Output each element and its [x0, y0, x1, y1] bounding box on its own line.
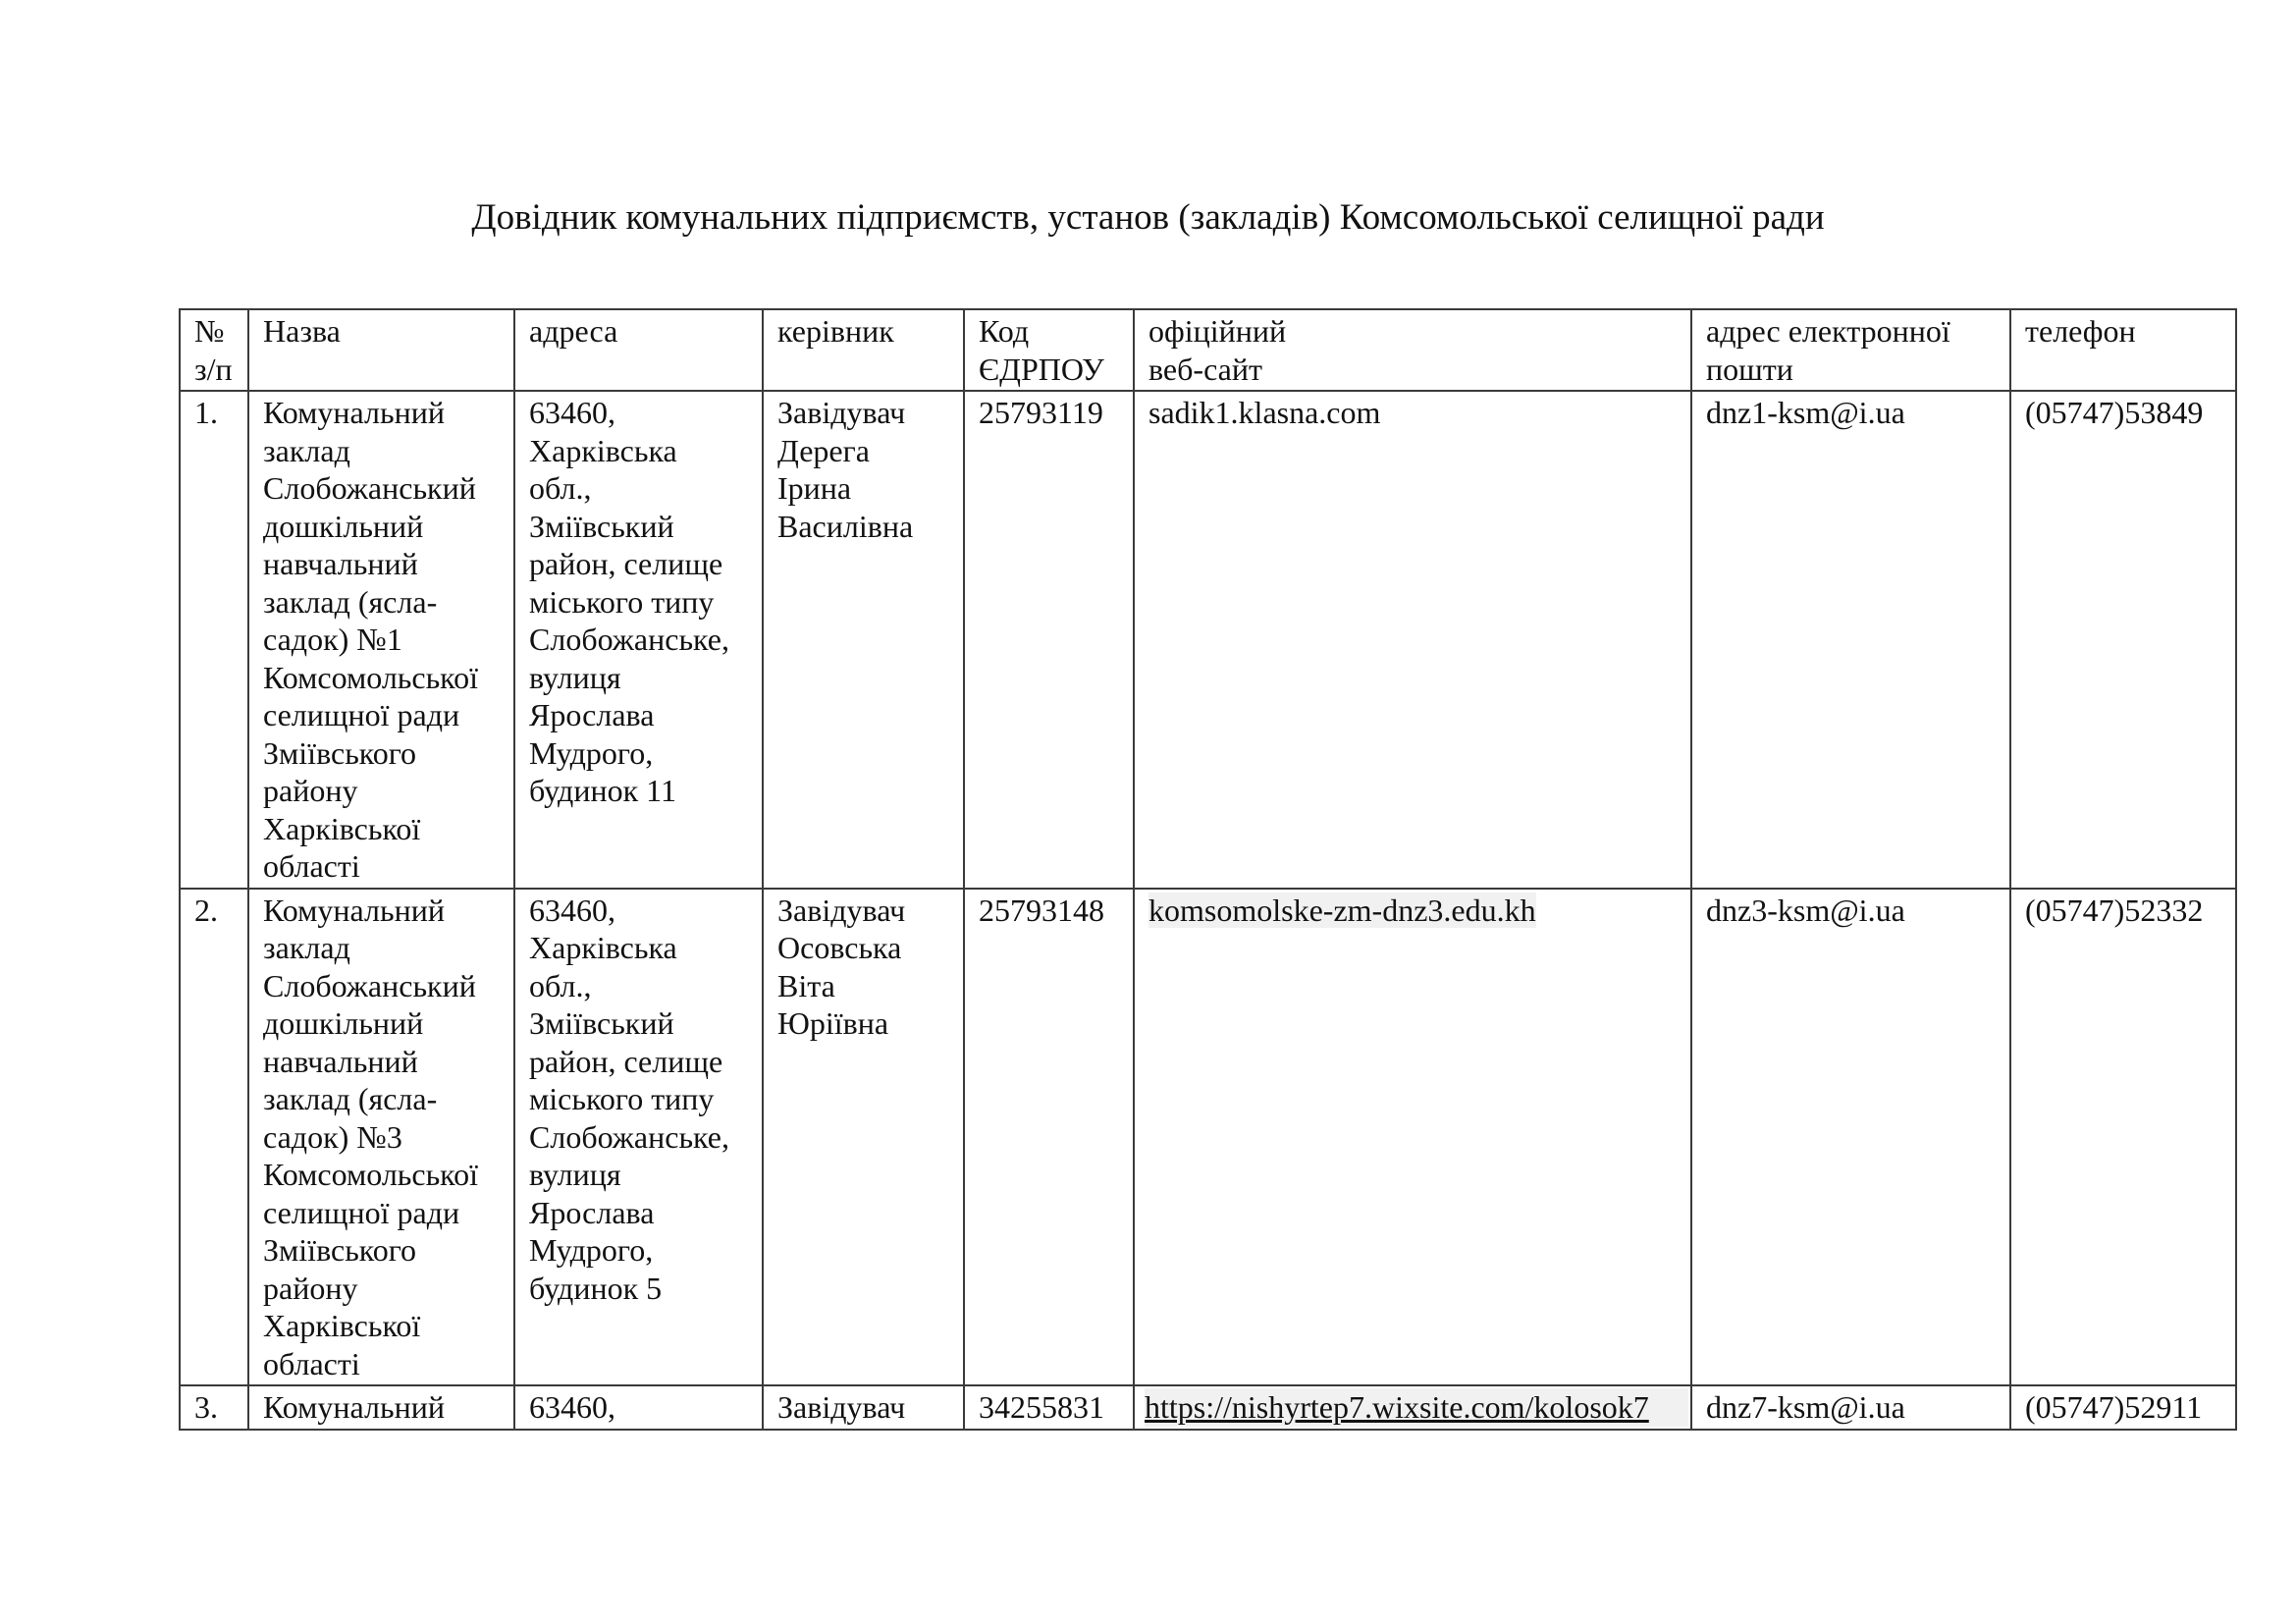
cell-name: Комунальний — [248, 1385, 514, 1430]
cell-email — [1691, 391, 2010, 889]
website-link[interactable]: komsomolske-zm-dnz3.edu.kh — [1148, 892, 1536, 928]
table-row — [180, 889, 2236, 1386]
header-cell-phone: телефон — [2010, 309, 2236, 391]
email-link[interactable]: dnz7-ksm@i.ua — [1706, 1389, 1905, 1425]
cell-code: 34255831 — [964, 1385, 1134, 1430]
cell-phone: (05747)53849 — [2010, 391, 2236, 889]
header-cell-name: Назва — [248, 309, 514, 391]
header-cell-address: адреса — [514, 309, 763, 391]
email-link[interactable]: dnz3-ksm@i.ua — [1706, 892, 1905, 928]
cell-number: 1. — [180, 391, 248, 889]
cell-number: 3. — [180, 1385, 248, 1430]
website-link[interactable]: https://nishyrtep7.wixsite.com/kolosok7 — [1145, 1388, 1688, 1427]
cell-code: 25793148 — [964, 889, 1134, 1386]
cell-address: 63460, Харківська обл., Зміївський район, селище міського типу Слобожанське, вулиця Ярослава Мудрого, будинок 11 — [514, 391, 763, 889]
header-cell-website: офіційний веб-сайт — [1134, 309, 1691, 391]
directory-table — [179, 308, 2237, 1431]
cell-email — [1691, 1385, 2010, 1430]
cell-website — [1134, 889, 1691, 1386]
cell-website — [1134, 391, 1691, 889]
cell-code: 25793119 — [964, 391, 1134, 889]
table-row — [180, 1385, 2236, 1430]
cell-phone: (05747)52911 — [2010, 1385, 2236, 1430]
document-title: Довідник комунальних підприємств, установ (закладів) Комсомольської селищної ради — [471, 197, 1825, 238]
cell-website — [1134, 1385, 1691, 1430]
cell-number: 2. — [180, 889, 248, 1386]
email-link[interactable]: dnz1-ksm@i.ua — [1706, 395, 1905, 430]
cell-head: Завідувач Дерега Ірина Василівна — [763, 391, 964, 889]
cell-email — [1691, 889, 2010, 1386]
website-link[interactable]: sadik1.klasna.com — [1148, 395, 1381, 430]
cell-name: Комунальний заклад Слобожанський дошкільний навчальний заклад (ясла- садок) №3 Комсомольської селищної ради Зміївського району Харківської області — [248, 889, 514, 1386]
cell-phone: (05747)52332 — [2010, 889, 2236, 1386]
table-row — [180, 391, 2236, 889]
cell-name: Комунальний заклад Слобожанський дошкільний навчальний заклад (ясла- садок) №1 Комсомольської селищної ради Зміївського району Харківської області — [248, 391, 514, 889]
cell-address: 63460, Харківська обл., Зміївський район, селище міського типу Слобожанське, вулиця Ярослава Мудрого, будинок 5 — [514, 889, 763, 1386]
header-cell-code: Код ЄДРПОУ — [964, 309, 1134, 391]
header-cell-head: керівник — [763, 309, 964, 391]
cell-head: Завідувач — [763, 1385, 964, 1430]
cell-address: 63460, — [514, 1385, 763, 1430]
cell-head: Завідувач Осовська Віта Юріївна — [763, 889, 964, 1386]
header-cell-email: адрес електронної пошти — [1691, 309, 2010, 391]
header-cell-number: № з/п — [180, 309, 248, 391]
table-header-row — [180, 309, 2236, 391]
